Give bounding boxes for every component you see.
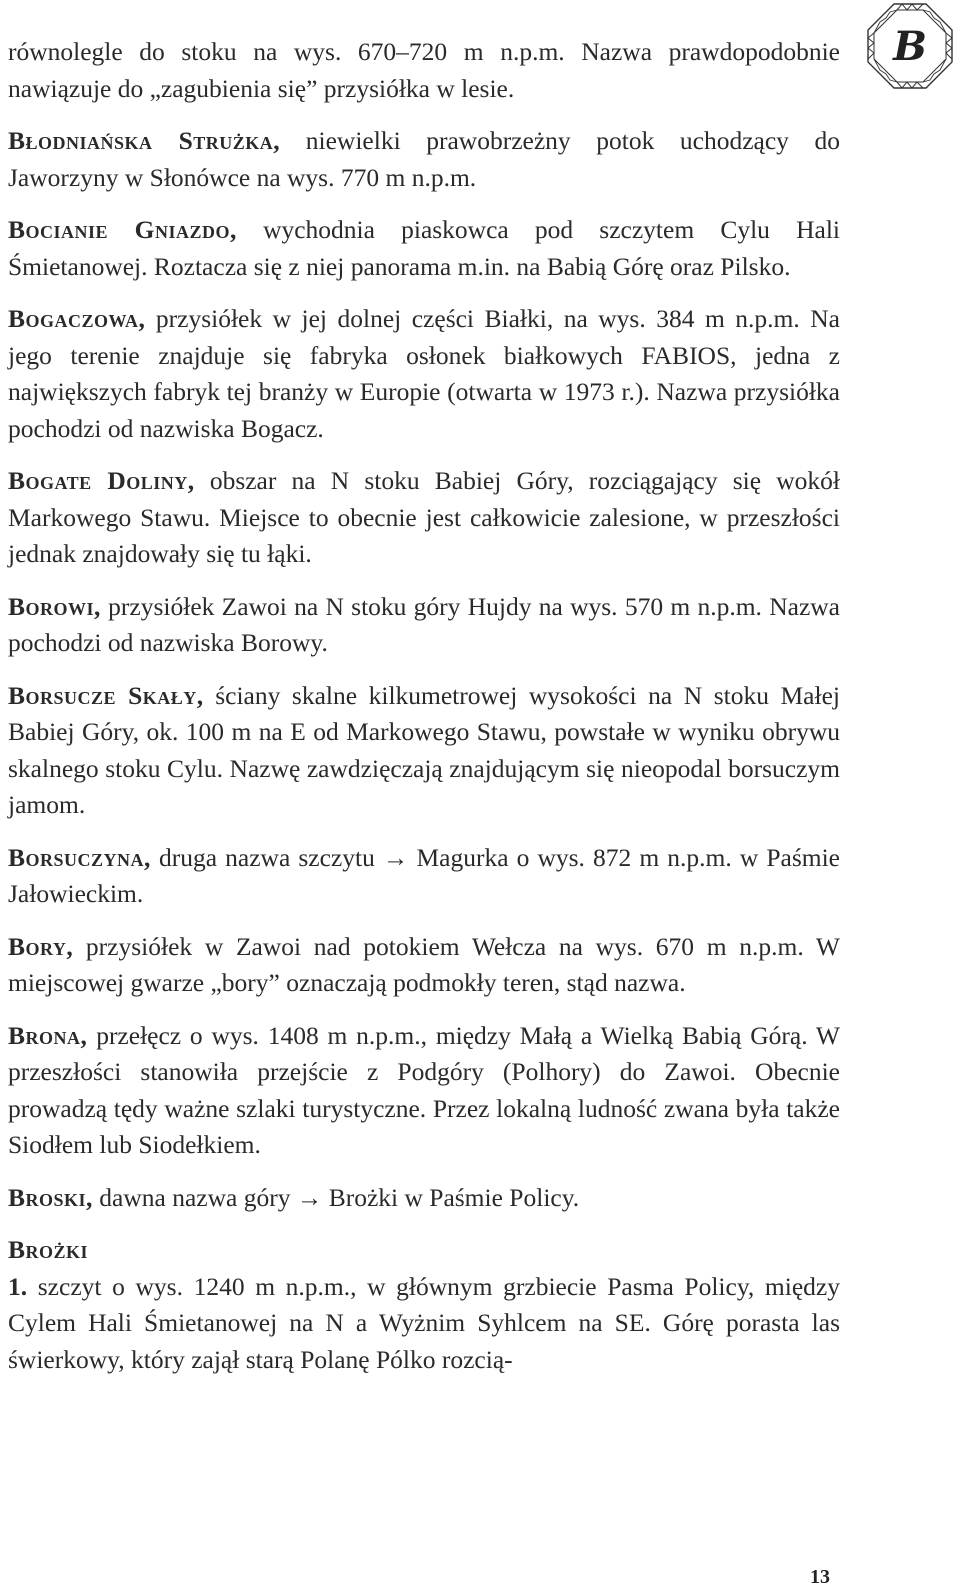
page-number: 13 xyxy=(810,1566,830,1588)
entry-term: Borsucze Skały, xyxy=(8,680,204,710)
entry-text: przysiółek w jej dolnej części Białki, na wys. 384 m n.p.m. Na jego terenie znajduje się fabryka osłonek białkowych FABIOS, jedna z największych fabryk tej branży w Europie (otwarta w 1973 r.). Nazwa przysiółka pochodzi od nazwiska Bogacz. xyxy=(8,304,840,443)
entry-text: ściany skalne kilkumetrowej wysokości na N stoku Małej Babiej Góry, ok. 100 m na E od Markowego Stawu, powstałe w wyniku obrywu skalnego stoku Cylu. Nazwę zawdzięczają znajdującym się nieopodal borsuczym jamom. xyxy=(8,680,840,819)
entry-bogaczowa xyxy=(8,301,840,447)
entry-brozki xyxy=(8,1232,840,1378)
entry-item-number: 1. xyxy=(8,1271,28,1301)
entry-term: Borsuczyna, xyxy=(8,842,151,872)
section-letter: B xyxy=(893,22,927,70)
entry-borsuczyna xyxy=(8,840,840,913)
entry-term: Bogate Doliny, xyxy=(8,466,195,495)
entry-borsucze-skaly xyxy=(8,678,840,824)
entry-bocianie-gniazdo xyxy=(8,212,840,285)
entry-text: druga nazwa szczytu → Magurka o wys. 872 m n.p.m. w Paśmie Jałowieckim. xyxy=(8,842,840,908)
entry-blodnianska-struzka xyxy=(8,123,840,196)
section-letter-badge xyxy=(864,0,956,92)
entry-text: niewielki prawobrzeżny potok uchodzący do Jaworzyny w Słonówce na wys. 770 m n.p.m. xyxy=(8,126,841,192)
entry-text: szczyt o wys. 1240 m n.p.m., w głównym grzbiecie Pasma Policy, między Cylem Hali Śmietanowej na N a Wyżnim Syhlcem na SE. Górę porasta las świerkowy, który zajął starą Polanę Pólko rozcią- xyxy=(8,1271,840,1374)
entry-text: przysiółek w Zawoi nad potokiem Wełcza na wys. 670 m n.p.m. W miejscowej gwarze „bory” oznaczają podmokły teren, stąd nazwa. xyxy=(8,931,840,997)
entry-term: Brożki xyxy=(8,1235,89,1264)
entry-text: dawna nazwa góry → Brożki w Paśmie Policy. xyxy=(92,1182,580,1212)
entry-text: przełęcz o wys. 1408 m n.p.m., między Małą a Wielką Babią Górą. W przeszłości stanowiła przejście z Podgóry (Polhory) do Zawoi. Obecnie prowadzą tędy ważne szlaki turystyczne. Przez lokalną ludność zwana była także Siodłem lub Siodełkiem. xyxy=(8,1020,840,1159)
entry-bory xyxy=(8,929,840,1002)
entry-text: wychodnia piaskowca pod szczytem Cylu Hali Śmietanowej. Roztacza się z niej panorama m.in. na Babią Górę oraz Pilsko. xyxy=(8,215,840,281)
entry-brona xyxy=(8,1018,840,1164)
entry-term: Bory, xyxy=(8,931,74,961)
entry-broski xyxy=(8,1180,840,1217)
entry-continuation xyxy=(8,34,840,107)
entry-text: obszar na N stoku Babiej Góry, rozciągający się wokół Markowego Stawu. Miejsce to obecnie jest całkowicie zalesione, w przeszłości jednak znajdowały się tu łąki. xyxy=(8,466,840,568)
entry-term: Błodniańska Strużka, xyxy=(8,126,281,155)
dictionary-text xyxy=(8,34,840,1378)
entry-term: Brona, xyxy=(8,1020,88,1050)
entry-term: Borowi, xyxy=(8,591,101,621)
entry-term: Bocianie Gniazdo, xyxy=(8,215,237,244)
entry-bogate-doliny xyxy=(8,463,840,573)
entry-term: Bogaczowa, xyxy=(8,304,146,333)
entry-term: Broski, xyxy=(8,1182,93,1212)
entry-text: przysiółek Zawoi na N stoku góry Hujdy na wys. 570 m n.p.m. Nazwa pochodzi od nazwiska Borowy. xyxy=(8,591,840,657)
entry-borowi xyxy=(8,589,840,662)
entry-text: równolegle do stoku na wys. 670–720 m n.p.m. Nazwa prawdopodobnie nawiązuje do „zagubienia się” przysiółka w lesie. xyxy=(8,37,840,103)
